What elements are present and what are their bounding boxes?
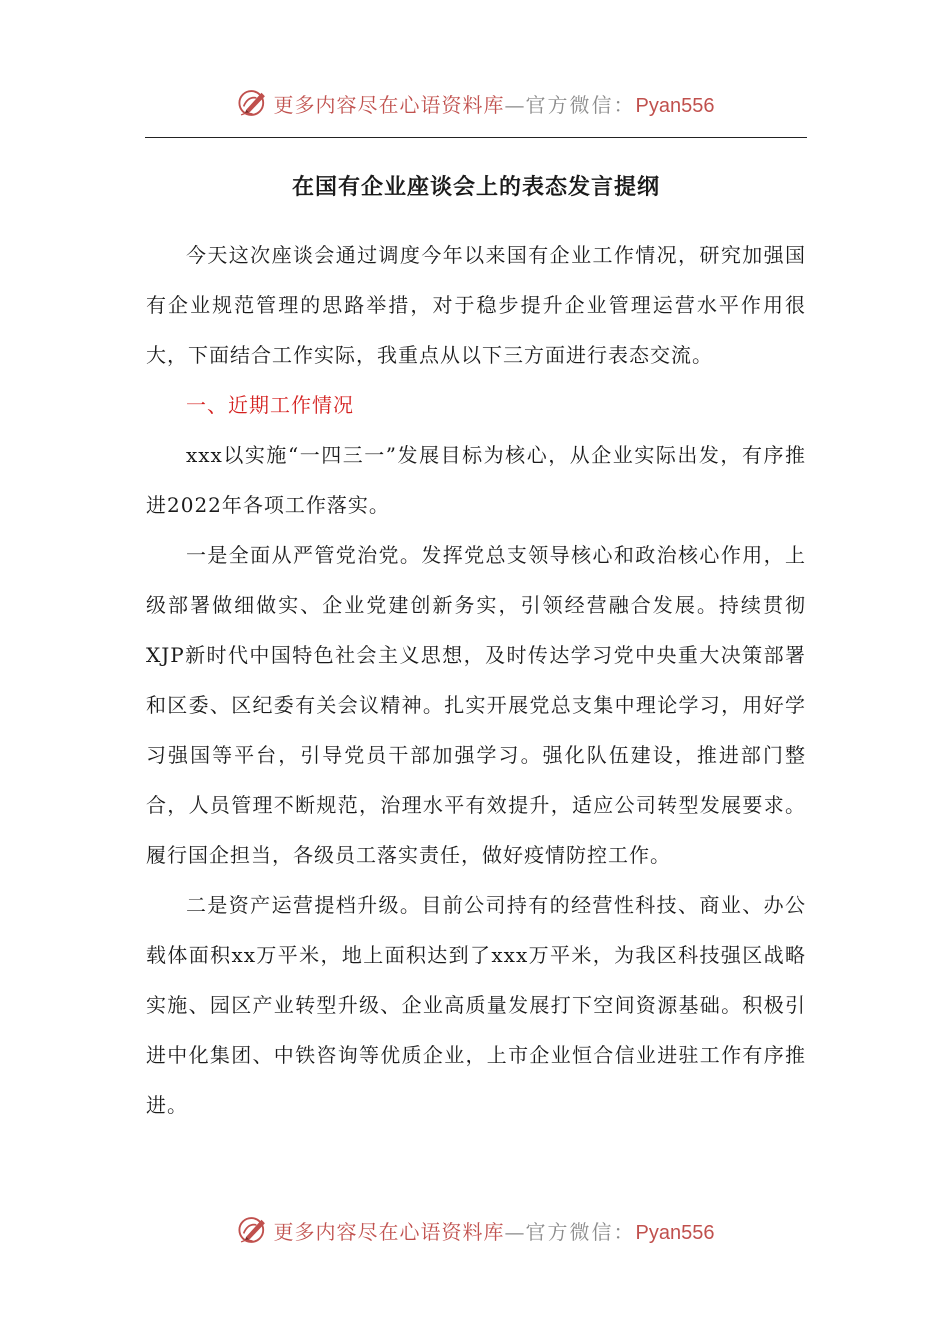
footer-separator: — (504, 1219, 526, 1244)
header-banner (0, 83, 950, 123)
footer-banner (0, 1210, 950, 1250)
paragraph-party-building: 一是全面从严管党治党。发挥党总支领导核心和政治核心作用，上级部署做细做实、企业党建创新务实，引领经营融合发展。持续贯彻XJP新时代中国特色社会主义思想，及时传达学习党中央重大决策部署和区委、区纪委有关会议精神。扎实开展党总支集中理论学习，用好学习强国等平台，引导党员干部加强学习。强化队伍建设，推进部门整合，人员管理不断规范，治理水平有效提升，适应公司转型发展要求。履行国企担当，各级员工落实责任，做好疫情防控工作。 (146, 543, 806, 867)
footer-wechat-label: 官方微信： (525, 1219, 636, 1244)
paragraph-intro: 今天这次座谈会通过调度今年以来国有企业工作情况，研究加强国有企业规范管理的思路举措，对于稳步提升企业管理运营水平作用很大，下面结合工作实际，我重点从以下三方面进行表态交流。 (146, 243, 806, 367)
document-title: 在国有企业座谈会上的表态发言提纲 (291, 175, 660, 200)
header-wechat-label: 官方微信： (525, 92, 636, 117)
header-site-text: 更多内容尽在心语资料库 (273, 92, 505, 117)
footer-site-text: 更多内容尽在心语资料库 (273, 1219, 505, 1244)
header-wechat-id: Pyan556 (635, 94, 715, 117)
paragraph-overview: xxx以实施“一四三一”发展目标为核心，从企业实际出发，有序推进2022年各项工作落实。 (146, 443, 806, 517)
section-heading: 一、近期工作情况 (186, 393, 354, 417)
pen-logo-icon (236, 1213, 270, 1247)
header-separator: — (504, 92, 526, 117)
document-body (146, 230, 806, 1130)
paragraph-asset-operation: 二是资产运营提档升级。目前公司持有的经营性科技、商业、办公载体面积xx万平米，地上面积达到了xxx万平米，为我区科技强区战略实施、园区产业转型升级、企业高质量发展打下空间资源基础。积极引进中化集团、中铁咨询等优质企业，上市企业恒合信业进驻工作有序推进。 (146, 893, 806, 1117)
pen-logo-icon (236, 86, 270, 120)
header-divider (145, 137, 807, 138)
footer-wechat-id: Pyan556 (635, 1221, 715, 1244)
